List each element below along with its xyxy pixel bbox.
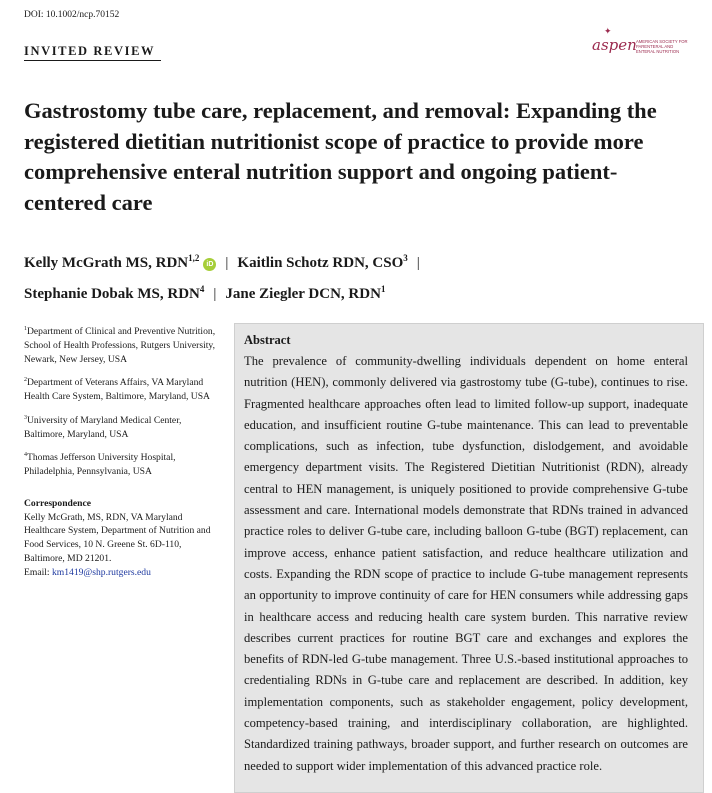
affiliation-item	[24, 412, 220, 442]
logo-star-icon: ✦	[604, 26, 612, 36]
author-name[interactable]: Kelly McGrath MS, RDN	[24, 255, 189, 271]
logo-tagline: AMERICAN SOCIETY FOR PARENTERAL AND ENTERAL NUTRITION	[636, 39, 688, 54]
author-affil: 1,2	[188, 253, 200, 263]
affiliation-item	[24, 374, 220, 404]
article-type-label: INVITED REVIEW	[24, 44, 156, 58]
affiliation-text: Department of Veterans Affairs, VA Maryland Health Care System, Baltimore, Maryland, USA	[24, 377, 210, 403]
correspondence-address: Kelly McGrath, MS, RDN, VA Maryland Healthcare System, Department of Nutrition and Food Services, 10 N. Greene St. 6D-110, Baltimore, MD 21201.	[24, 511, 211, 564]
author-affil: 1	[380, 284, 386, 294]
affiliation-item	[24, 323, 220, 366]
abstract-heading: Abstract	[244, 333, 291, 347]
affiliation-number: 2	[24, 377, 27, 384]
author-name[interactable]: Kaitlin Schotz RDN, CSO	[237, 255, 404, 271]
affiliation-text: Thomas Jefferson University Hospital, Philadelphia, Pennsylvania, USA	[24, 452, 176, 478]
affiliations-column	[24, 323, 220, 579]
article-type-underline	[24, 60, 161, 61]
orcid-icon[interactable]: iD	[203, 258, 216, 271]
author-name[interactable]: Stephanie Dobak MS, RDN	[24, 286, 200, 302]
journal-logo[interactable]	[592, 26, 688, 54]
author-affil: 3	[403, 253, 408, 263]
author-name[interactable]: Jane Ziegler DCN, RDN	[225, 286, 381, 302]
author-separator: |	[213, 286, 217, 302]
email-link[interactable]: km1419@shp.rutgers.edu	[51, 566, 151, 578]
affiliation-text: Department of Clinical and Preventive Nutrition, School of Health Professions, Rutgers University, Newark, New Jersey, USA	[24, 326, 216, 365]
author-list	[24, 245, 684, 307]
correspondence-heading: Correspondence	[24, 498, 91, 510]
affiliation-number: 4	[24, 452, 27, 459]
email-label: Email:	[24, 566, 50, 578]
affiliation-item	[24, 449, 220, 479]
logo-wordmark: aspen	[592, 36, 637, 54]
doi-text: DOI: 10.1002/ncp.70152	[24, 10, 120, 20]
author-separator: |	[416, 255, 420, 271]
article-title: Gastrostomy tube care, replacement, and removal: Expanding the registered dietitian nutritionist scope of practice to provide more comprehensive enteral nutrition support and ongoing patient-centered care	[24, 98, 657, 215]
author-separator: |	[225, 255, 229, 271]
author-affil: 4	[199, 284, 205, 294]
affiliation-number: 3	[24, 414, 27, 421]
affiliation-text: University of Maryland Medical Center, Baltimore, Maryland, USA	[24, 415, 182, 440]
abstract-body: The prevalence of community-dwelling individuals dependent on home enteral nutrition (HEN), commonly delivered via gastrostomy tube (G-tube), continues to rise. Fragmented healthcare approaches often lead to limited follow-up support, inadequate education, and insufficient routine G-tube maintenance. This can lead to preventable complications, such as infection, tube dysfunction, dislodgement, and avoidable emergency department visits. The Registered Dietitian Nutritionist (RDN), already central to HEN management, is uniquely positioned to provide comprehensive G-tube assessment and care. International models demonstrate that RDNs trained in advanced practice roles to deliver G-tube care, including balloon G-tube (BGT) replacement, can improve access, enhance patient satisfaction, and reduce healthcare utilization and costs. Expanding the RDN scope of practice to include G-tube management represents an opportunity to improve continuity of care for HEN consumers while addressing gaps in healthcare access and reducing health care system burden. This narrative review describes current practices for routine BGT care and exchanges and explores the benefits of RDN-led G-tube management. Three U.S.-based institutional approaches to credentialing RDNs in G-tube care and replacement are described. In addition, key implementation components, such as stakeholder engagement, policy development, competency-based training, and interdisciplinary collaboration, are highlighted. Standardized training pathways, broader support, and further research on outcomes are needed to support wider implementation of this advanced practice role.	[244, 354, 688, 773]
correspondence-text	[24, 511, 220, 580]
affiliation-number: 1	[24, 326, 27, 332]
